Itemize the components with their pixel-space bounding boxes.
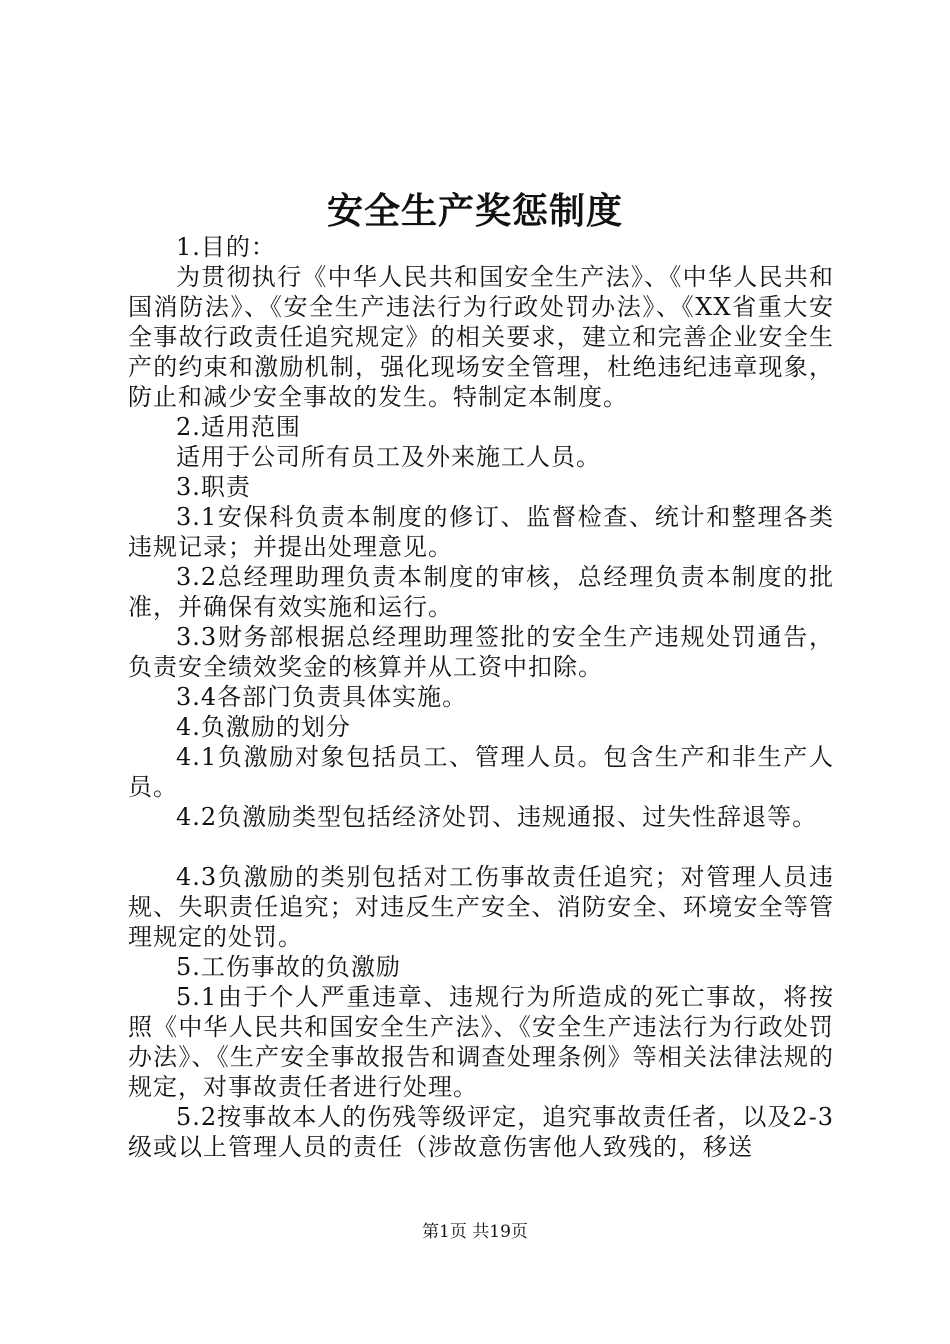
paragraph-scope: 适用于公司所有员工及外来施工人员。 [176, 443, 601, 471]
paragraph-3-1: 3.1安保科负责本制度的修订、监督检查、统计和整理各类违规记录；并提出处理意见。 [128, 503, 834, 561]
paragraph-5-1: 5.1由于个人严重违章、违规行为所造成的死亡事故，将按照《中华人民共和国安全生产法》、《安全生产违法行为行政处罚办法》、《生产安全事故报告和调查处理条例》等相关法律法规的规定，对事故责任者进行处理。 [128, 983, 834, 1101]
document-title: 安全生产奖惩制度 [326, 190, 623, 232]
paragraph-5-2: 5.2按事故本人的伤残等级评定，追究事故责任者，以及2-3级或以上管理人员的责任（涉故意伤害他人致残的，移送 [128, 1103, 834, 1161]
paragraph-3-4: 3.4各部门负责具体实施。 [176, 683, 468, 711]
section-heading-4: 4.负激励的划分 [176, 713, 351, 741]
page-number-footer: 第1页 共19页 [422, 1222, 528, 1242]
paragraph-4-1: 4.1负激励对象包括员工、管理人员。包含生产和非生产人员。 [128, 743, 834, 801]
section-heading-3: 3.职责 [176, 473, 251, 501]
section-heading-5: 5.工伤事故的负激励 [176, 953, 401, 981]
paragraph-purpose: 为贯彻执行《中华人民共和国安全生产法》、《中华人民共和国消防法》、《安全生产违法行为行政处罚办法》、《XX省重大安全事故行政责任追究规定》的相关要求，建立和完善企业安全生产的约束和激励机制，强化现场安全管理，杜绝违纪违章现象，防止和减少安全事故的发生。特制定本制度。 [128, 263, 834, 411]
blank-line [128, 832, 834, 862]
section-heading-2: 2.适用范围 [176, 413, 301, 441]
paragraph-4-3: 4.3负激励的类别包括对工伤事故责任追究；对管理人员违规、失职责任追究；对违反生产安全、消防安全、环境安全等管理规定的处罚。 [128, 863, 834, 951]
paragraph-3-3: 3.3财务部根据总经理助理签批的安全生产违规处罚通告，负责安全绩效奖金的核算并从工资中扣除。 [128, 623, 834, 681]
paragraph-4-2: 4.2负激励类型包括经济处罚、违规通报、过失性辞退等。 [176, 803, 818, 831]
document-body [128, 232, 834, 1162]
paragraph-3-2: 3.2总经理助理负责本制度的审核，总经理负责本制度的批准，并确保有效实施和运行。 [128, 563, 834, 621]
section-heading-1: 1.目的： [176, 233, 276, 261]
